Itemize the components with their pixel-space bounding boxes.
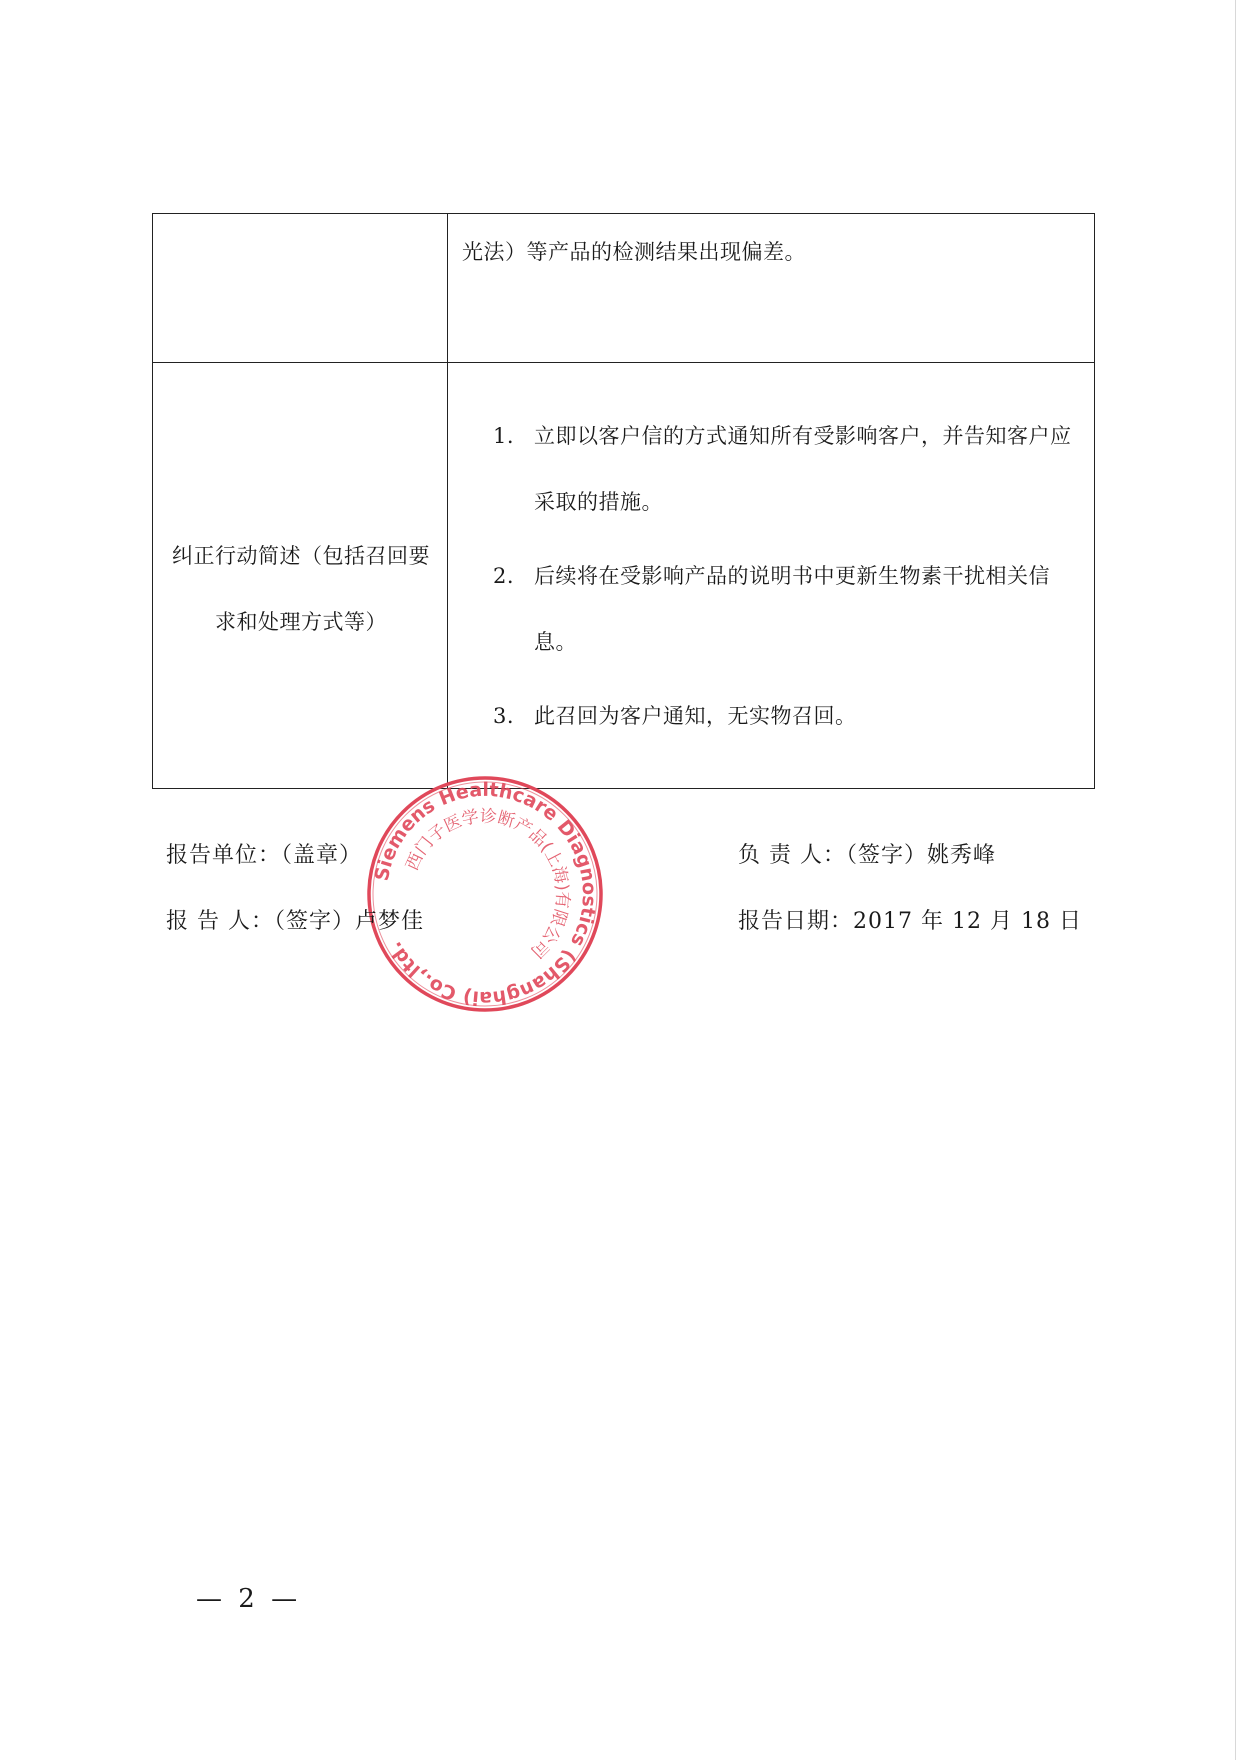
page-edge: [1235, 0, 1236, 1760]
list-item: [448, 543, 1094, 675]
responsible-line: [738, 838, 996, 869]
list-number: 3.: [492, 704, 514, 728]
list-number: 2.: [492, 564, 514, 588]
company-seal: [365, 774, 605, 1014]
table-row: [153, 214, 1095, 363]
reporter-line: [166, 904, 424, 935]
list-item: [448, 403, 1094, 535]
list-text: 立即以客户信的方式通知所有受影响客户，并告知客户应采取的措施。: [534, 424, 1072, 514]
content-cell: [448, 214, 1095, 363]
content-text: 光法）等产品的检测结果出现偏差。: [462, 240, 806, 264]
date-day-unit: 日: [1059, 909, 1083, 934]
report-unit-label: 报告单位：（盖章）: [166, 843, 363, 868]
date-year-unit: 年: [921, 909, 945, 934]
list-item: [448, 683, 1094, 749]
responsible-label: 负 责 人：（签字）: [738, 843, 927, 868]
date-month-unit: 月: [990, 909, 1014, 934]
report-unit-line: [166, 838, 362, 869]
responsible-name: 姚秀峰: [927, 843, 997, 868]
list-number: 1.: [492, 424, 514, 448]
reporter-name: 卢梦佳: [355, 909, 425, 934]
seal-inner-text: 西门子医学诊断产品(上海)有限公司: [402, 806, 573, 962]
label-cell: [153, 363, 448, 789]
date-day: 18: [1021, 909, 1052, 934]
label-cell-empty: [153, 214, 448, 363]
report-date-line: [738, 904, 1082, 935]
date-year: 2017: [853, 909, 914, 934]
corrective-action-label: 纠正行动简述（包括召回要求和处理方式等）: [172, 544, 430, 634]
list-text: 此召回为客户通知，无实物召回。: [534, 704, 857, 728]
list-text: 后续将在受影响产品的说明书中更新生物素干扰相关信息。: [534, 564, 1050, 654]
date-month: 12: [952, 909, 983, 934]
page-number: — 2 —: [196, 1584, 302, 1614]
report-table: [152, 213, 1095, 789]
svg-text:西门子医学诊断产品(上海)有限公司: [402, 807, 572, 962]
reporter-label: 报 告 人：（签字）: [166, 909, 355, 934]
seal-outer-text: Siemens Healthcare Diagnostics (Shanghai) Co.,ltd.: [370, 778, 601, 1010]
content-cell: [448, 363, 1095, 789]
report-date-label: 报告日期：: [738, 909, 854, 934]
table-row: [153, 363, 1095, 789]
action-list: [448, 363, 1094, 749]
